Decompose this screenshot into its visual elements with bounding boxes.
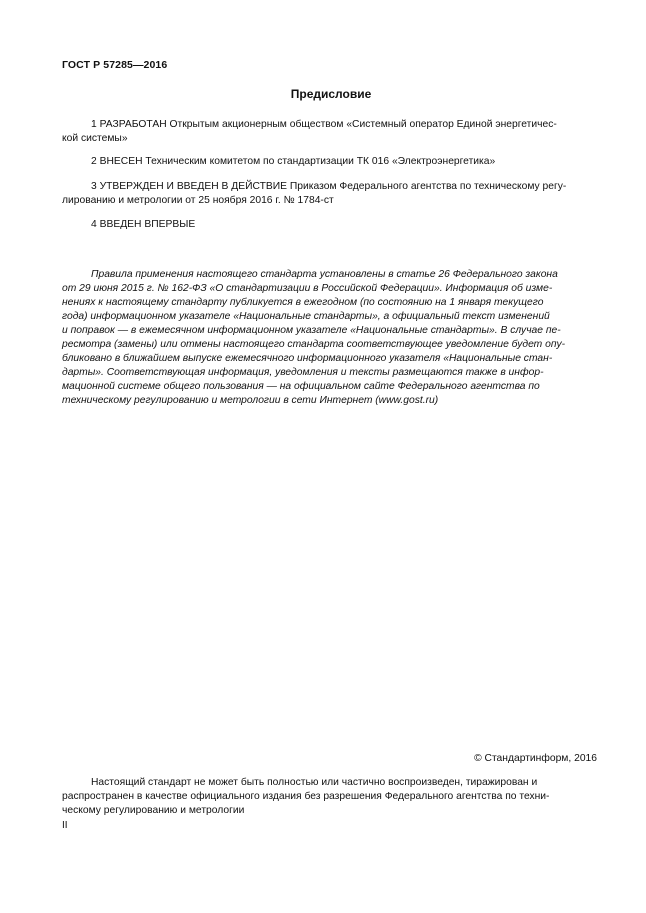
- page-number: II: [62, 820, 68, 831]
- note-line-5: и поправок — в ежемесячном информационном указателе «Национальные стандарты». В случае пе-: [62, 325, 561, 336]
- item-approved-line-2: лированию и метрологии от 25 ноября 2016 г. № 1784-ст: [62, 195, 334, 206]
- item-approved: [62, 180, 599, 208]
- application-rules-note: [62, 268, 599, 408]
- rights-line-2: распространен в качестве официального издания без разрешения Федерального агентства по техни-: [62, 791, 550, 802]
- note-line-2: от 29 июня 2015 г. № 162-ФЗ «О стандартизации в Российской Федерации». Информация об изме-: [62, 283, 553, 294]
- page-title: Предисловие: [290, 87, 372, 101]
- rights-line-3: ческому регулированию и метрологии: [62, 805, 245, 816]
- note-line-10: техническому регулированию и метрологии в сети Интернет (www.gost.ru): [62, 395, 439, 406]
- item-developed-line-2: кой системы»: [62, 133, 128, 144]
- item-first-introduced-line-1: 4 ВВЕДЕН ВПЕРВЫЕ: [91, 219, 196, 230]
- item-approved-line-1: 3 УТВЕРЖДЕН И ВВЕДЕН В ДЕЙСТВИЕ Приказом Федерального агентства по техническому регу-: [91, 181, 567, 192]
- note-line-4: года) информационном указателе «Национальные стандарты», а официальный текст изменений: [62, 311, 550, 322]
- copyright: © Стандартинформ, 2016: [474, 753, 597, 764]
- note-line-3: нениях к настоящему стандарту публикуется в ежегодном (по состоянию на 1 января текущего: [62, 297, 544, 308]
- note-line-7: бликовано в ближайшем выпуске ежемесячного информационного указателя «Национальные стан-: [62, 353, 553, 364]
- reproduction-notice: [62, 776, 599, 818]
- rights-line-1: Настоящий стандарт не может быть полностью или частично воспроизведен, тиражирован и: [91, 777, 538, 788]
- note-line-1: Правила применения настоящего стандарта установлены в статье 26 Федерального закона: [91, 269, 558, 280]
- item-developed: [62, 118, 599, 146]
- item-developed-line-1: 1 РАЗРАБОТАН Открытым акционерным обществом «Системный оператор Единой энергетичес-: [91, 119, 557, 130]
- document-code: ГОСТ Р 57285—2016: [62, 59, 168, 71]
- note-line-8: дарты». Соответствующая информация, уведомления и тексты размещаются также в инфор-: [62, 367, 544, 378]
- item-first-introduced: [62, 218, 599, 232]
- item-introduced-line-1: 2 ВНЕСЕН Техническим комитетом по стандартизации ТК 016 «Электроэнергетика»: [91, 156, 496, 167]
- note-line-9: мационной системе общего пользования — на официальном сайте Федерального агентства по: [62, 381, 540, 392]
- note-line-6: ресмотра (замены) или отмены настоящего стандарта соответствующее уведомление будет опу-: [62, 339, 566, 350]
- item-introduced: [62, 155, 599, 169]
